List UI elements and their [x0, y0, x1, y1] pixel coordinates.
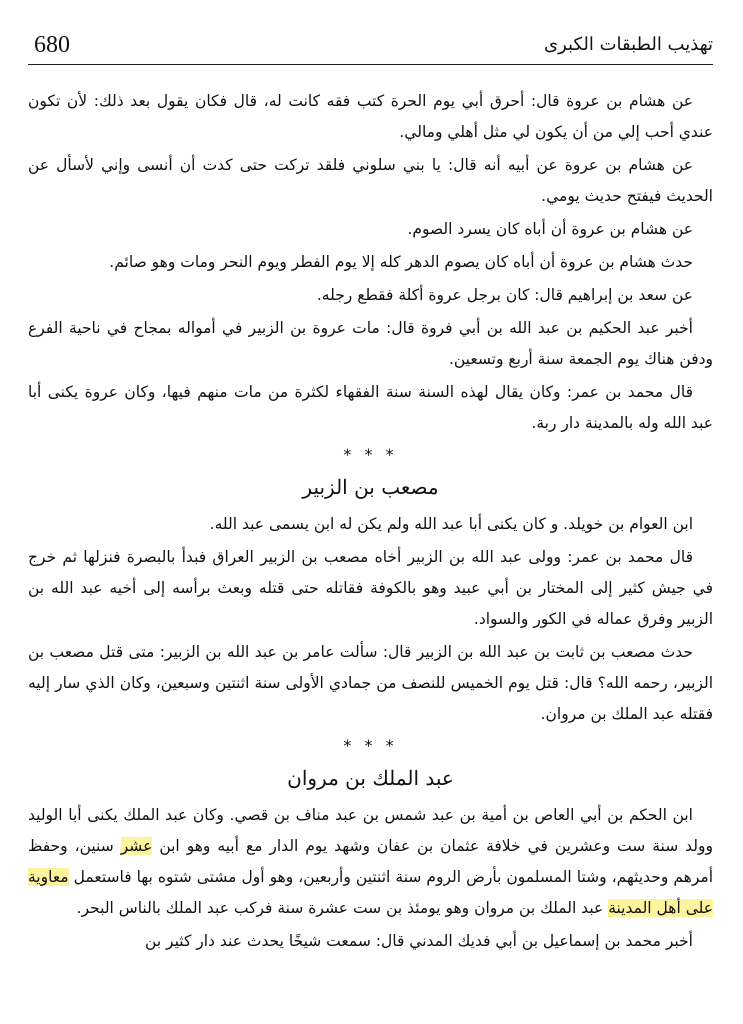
- paragraph: قال محمد بن عمر: وكان يقال لهذه السنة سنة الفقهاء لكثرة من مات منهم فيها، وكان عروة يكنى أبا عبد الله وله بالمدينة دار ربة.: [28, 383, 713, 432]
- page-body: [28, 86, 713, 959]
- book-title: تهذيب الطبقات الكبرى: [544, 34, 713, 55]
- paragraph: عن هشام بن عروة عن أبيه أنه قال: يا بني سلوني فلقد تركت حتى كدت أن أنسى وإني لأسأل عن الحديث فيفتح حديث يومي.: [28, 156, 713, 205]
- paragraph: حدث مصعب بن ثابت بن عبد الله بن الزبير قال: سألت عامر بن عبد الله بن الزبير: متى قتل مصعب بن الزبير، رحمه الله؟ قال: قتل يوم الخميس للنصف من جمادي الأولى سنة اثنتين وسبعين، وكان الذي سار إليه فقتله عبد الملك بن مروان.: [28, 643, 713, 723]
- section-divider: * * *: [343, 736, 398, 755]
- text-run: عبد الملك بن مروان وهو يومئذ بن ست عشرة سنة فركب عبد الملك بالناس البحر.: [76, 899, 604, 917]
- paragraph: أخبر محمد بن إسماعيل بن أبي فديك المدني قال: سمعت شيخًا يحدث عند دار كثير بن: [145, 932, 693, 950]
- text-run: سنين، وحفظ أمرهم وحديثهم، وشتا المسلمون بأرض الروم سنة اثنتين وأربعين، وهو أول مشتى شتوه بها فاستعمل: [28, 837, 713, 886]
- paragraph: ابن العوام بن خويلد. و كان يكنى أبا عبد الله ولم يكن له ابن يسمى عبد الله.: [209, 515, 693, 533]
- section-title-abd-al-malik: عبد الملك بن مروان: [287, 766, 454, 790]
- highlighted-text[interactable]: معاوية على أهل المدينة: [28, 868, 713, 917]
- section-divider: * * *: [343, 445, 398, 464]
- section-title-musab: مصعب بن الزبير: [302, 475, 439, 499]
- paragraph-with-highlights: [28, 800, 713, 924]
- paragraph: أخبر عبد الحكيم بن عبد الله بن أبي فروة قال: مات عروة بن الزبير في أمواله بمجاح في ناحية الفرع ودفن هناك يوم الجمعة سنة أربع وتسعين.: [28, 319, 713, 368]
- paragraph: عن سعد بن إبراهيم قال: كان برجل عروة أكلة فقطع رجله.: [316, 286, 693, 304]
- page-header: [28, 30, 713, 65]
- paragraph: عن هشام بن عروة قال: أحرق أبي يوم الحرة كتب فقه كانت له، قال فكان يقول بعد ذلك: لأن تكون عندي أحب إلي من أن يكون لي مثل أهلي ومالي.: [28, 92, 713, 141]
- paragraph: قال محمد بن عمر: وولى عبد الله بن الزبير أخاه مصعب بن الزبير العراق فبدأ بالبصرة فنزلها ثم خرج في جيش كثير إلى المختار بن أبي عبيد وهو بالكوفة فقاتله حتى قتله وبعث برأسه إلى أخيه عبد الله بن الزبير وفرق عماله في الكور والسواد.: [28, 548, 713, 628]
- paragraph: عن هشام بن عروة أن أباه كان يسرد الصوم.: [407, 220, 693, 238]
- page-number: 680: [34, 32, 70, 58]
- highlighted-text[interactable]: عشر: [120, 837, 153, 855]
- paragraph: حدث هشام بن عروة أن أباه كان يصوم الدهر كله إلا يوم الفطر ويوم النحر ومات وهو صائم.: [109, 253, 693, 271]
- text-run: ابن الحكم بن أبي العاص بن أمية بن عبد شمس بن عبد مناف بن قصي. وكان عبد الملك يكنى أبا الوليد وولد سنة ست وعشرين في خلافة عثمان بن عفان وشهد يوم الدار مع أبيه وهو ابن: [28, 806, 713, 855]
